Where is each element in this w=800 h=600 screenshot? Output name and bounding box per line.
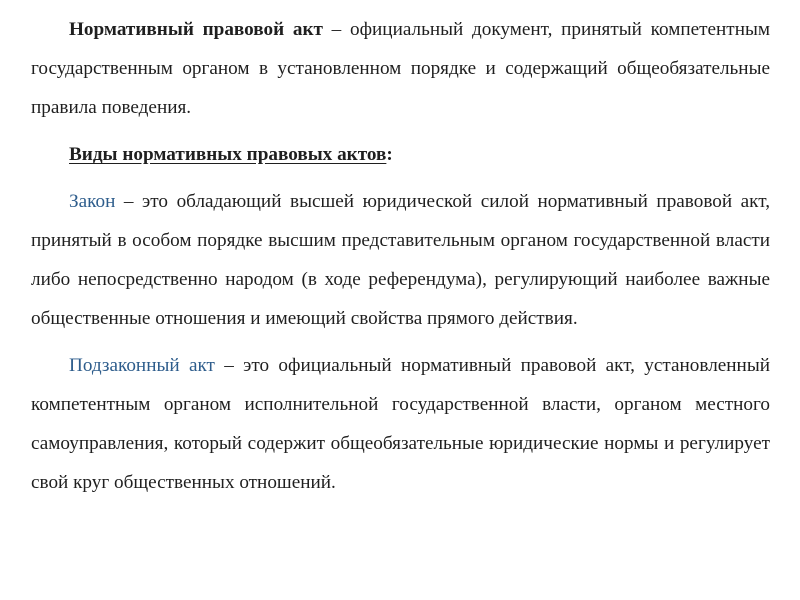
definition-text: – официальный документ, принятый компетентным государственным органом в установленном порядке и содержащий общеобязательные правила поведения. <box>31 19 770 118</box>
bylaw-term: Подзаконный акт <box>69 355 215 376</box>
types-heading: Виды нормативных правовых актов <box>69 144 387 165</box>
law-paragraph <box>31 182 770 338</box>
definition-term: Нормативный правовой акт <box>69 19 323 40</box>
law-text: – это обладающий высшей юридической силой нормативный правовой акт, принятый в особом порядке высшим представительным органом государственной власти либо непосредственно народом (в ходе референдума), регулирующий наиболее важные общественные отношения и имеющий свойства прямого действия. <box>31 191 770 329</box>
bylaw-paragraph <box>31 346 770 502</box>
spacer <box>31 338 770 346</box>
spacer <box>31 174 770 182</box>
spacer <box>31 127 770 135</box>
law-term: Закон <box>69 191 116 212</box>
bylaw-text: – это официальный нормативный правовой акт, установленный компетентным органом исполнительной государственной власти, органом местного самоуправления, который содержит общеобязательные юридические нормы и регулирует свой круг общественных отношений. <box>31 355 770 493</box>
definition-paragraph <box>31 10 770 127</box>
types-heading-paragraph <box>31 135 770 174</box>
types-heading-colon: : <box>386 144 393 165</box>
